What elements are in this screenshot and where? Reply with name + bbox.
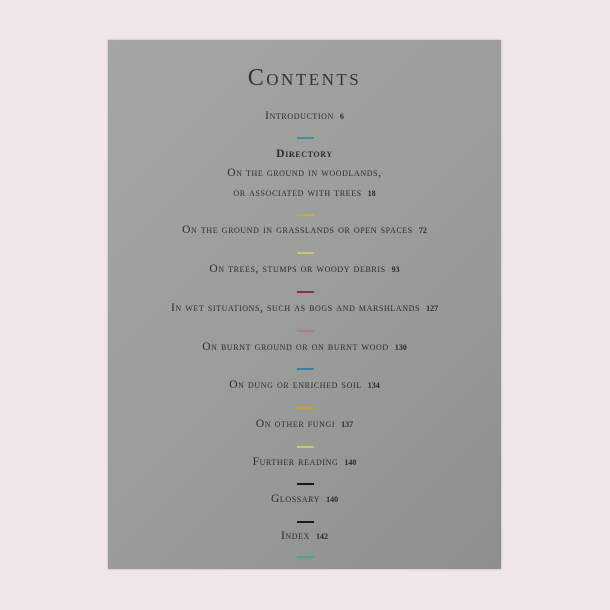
toc-entry-label: Further reading [252, 456, 339, 468]
color-rule [297, 407, 314, 409]
toc-entry-label: In wet situations, such as bogs and marshlands [170, 302, 421, 314]
toc-entry-wet-situations [108, 302, 501, 314]
toc-entry-page: 93 [391, 265, 400, 274]
toc-entry-page: 130 [394, 343, 407, 352]
toc-entry-label: Index [280, 530, 311, 542]
toc-entry-label: On the ground in grasslands or open spaces [182, 224, 413, 236]
toc-entry-label: On other fungi [255, 418, 336, 430]
toc-entry-label: or associated with trees [233, 187, 362, 199]
toc-entry-label: On dung or enriched soil [229, 379, 362, 391]
toc-entry-woodlands-line2 [108, 187, 501, 199]
toc-entry-dung [108, 379, 501, 391]
color-rule [297, 521, 314, 523]
color-rule [297, 214, 314, 216]
toc-entry-label: On trees, stumps or woody debris [209, 263, 386, 275]
color-rule [297, 483, 314, 485]
toc-entry-other-fungi [108, 418, 501, 430]
toc-entry-page: 140 [326, 495, 339, 504]
color-rule [297, 446, 314, 448]
toc-entry-further-reading [108, 456, 501, 468]
toc-entry-label: Glossary [270, 493, 321, 505]
directory-heading: Directory [276, 148, 333, 160]
toc-entry-page: 6 [339, 112, 344, 121]
toc-entry-page: 142 [316, 532, 329, 541]
book-page [108, 40, 501, 569]
toc-entry-page: 18 [367, 189, 376, 198]
toc-entry-woodlands-line1: On the ground in woodlands, [227, 167, 382, 179]
color-rule [297, 368, 314, 370]
color-rule [297, 291, 314, 293]
toc-entry-page: 134 [367, 381, 380, 390]
toc-entry-grasslands [108, 224, 501, 236]
toc-entry-label: Introduction [265, 110, 334, 122]
toc-entry-trees [108, 263, 501, 275]
toc-entry-introduction [108, 110, 501, 122]
color-rule [297, 556, 314, 558]
color-rule [297, 330, 314, 332]
toc-entry-page: 72 [418, 226, 427, 235]
toc-entry-index [108, 530, 501, 542]
color-rule [297, 252, 314, 254]
toc-entry-burnt-ground [108, 341, 501, 353]
color-rule [297, 137, 314, 139]
toc-entry-glossary [108, 493, 501, 505]
toc-entry-page: 140 [344, 458, 357, 467]
toc-entry-page: 137 [341, 420, 354, 429]
contents-title: Contents [247, 65, 362, 91]
toc-entry-label: On burnt ground or on burnt wood [202, 341, 389, 353]
toc-entry-page: 127 [426, 304, 439, 313]
